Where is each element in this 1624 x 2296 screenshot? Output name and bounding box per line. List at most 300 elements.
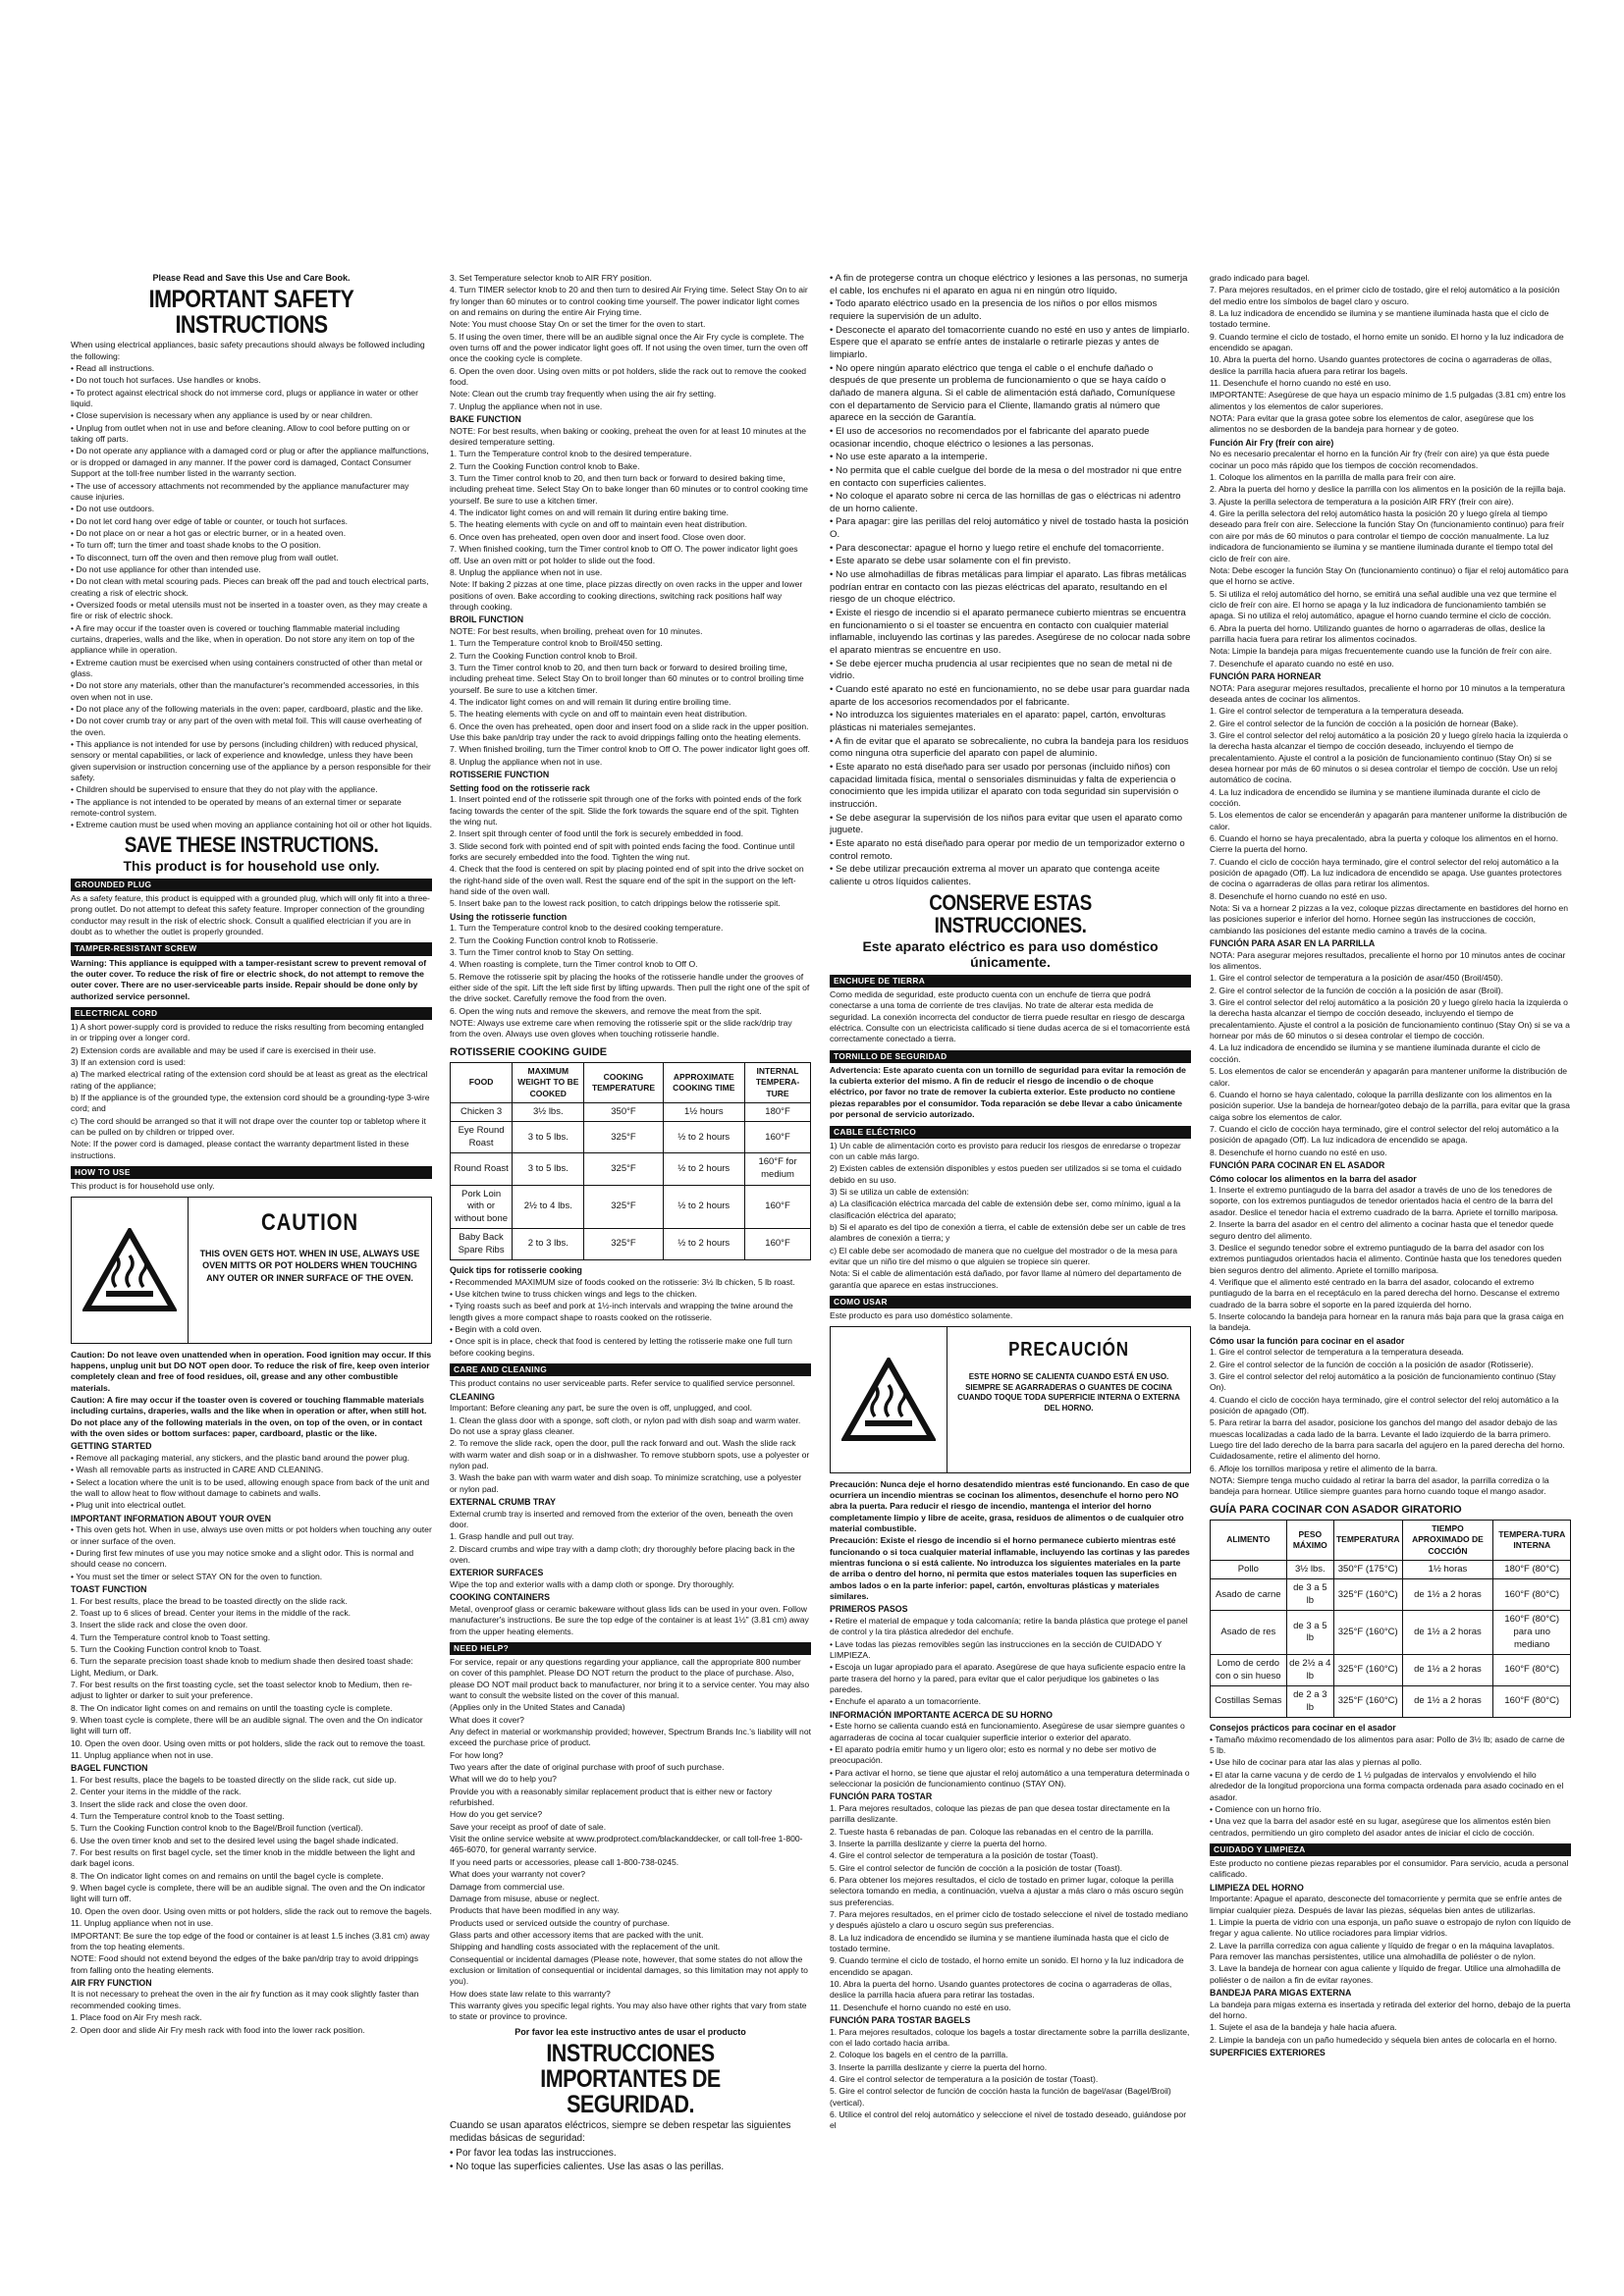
list-item: 2. To remove the slide rack, open the door, pull the rack forward and out. Wash the slide rack with warm water and dish soap or in a dishwasher. To remove stubborn spots, use a polyester or nylon pad. [450,1438,810,1470]
list-item: 6. Utilice el control del reloj automático y seleccione el nivel de tostado deseado, guiándose por el [830,2109,1187,2131]
list-item: 10. Abra la puerta del horno. Usando guantes protectores de cocina o agarraderas de ollas, deslice la parrilla hacia afuera para retirar los bagels. [1210,354,1552,376]
list-item: 7. For best results on first bagel cycle, set the timer knob in the middle between the light and dark bagel icons. [71,1847,415,1869]
table-header-row [1211,1521,1571,1561]
list-item: 2. Toast up to 6 slices of bread. Center your items in the middle of the rack. [71,1607,352,1618]
subheading: FUNCIÓN PARA TOSTAR [830,1791,933,1802]
list-item: • Once spit is in place, check that food is centered by letting the rotisserie make one full turn before cooking begins. [450,1336,811,1359]
table-cell: Lomo de cerdo con o sin hueso [1211,1655,1287,1686]
list-item: 1. Place food on Air Fry mesh rack. [71,2012,202,2023]
list-item: • Select a location where the unit is to be used, allowing enough space from back of the unit and the wall to allow heat to flow without damage to cabinets and walls. [71,1477,432,1500]
section-header: HOW TO USE [71,1166,432,1179]
list-item: 5. Inserte colocando la bandeja para hornear en la ranura más baja para que la grasa caiga en la bandeja. [1210,1310,1564,1333]
list-item: 2. Limpie la bandeja con un paño humedecido y séquela bien antes de colocarla en el horno. [1210,2034,1557,2045]
list-item: 4. Cuando el ciclo de cocción haya terminado, gire el control selector del reloj automático a la posición de apagado (Off). [1210,1394,1559,1415]
list-item: 3) Si se utiliza un cable de extensión: [830,1186,969,1197]
list-item: 1. Turn the Temperature control knob to Broil/450 setting. [450,638,663,649]
paragraph: Precaución: Nunca deje el horno desatendido mientras esté funcionando. En caso de que ocurriera un incendio mientras se cocinan los alimentos, desenchufe el horno pero NO abra la puerta. Para reducir el riesgo de incendio, mantenga el interior del horno completamente limpio y libre de aceite, grasa, residuos de alimentos o de cualquier otro material combustible. [830,1478,1190,1533]
list-item: 3. Gire el control selector del reloj automático a la posición 20 y luego gírelo hacia la izquierda o la derecha hasta alcanzar el tiempo de cocción deseado, incluyendo el tiempo de precalentamiento. Ajuste el control a la posición de funcionamiento continuo (Stay On) si se desea hornear por más de 60 minutos o si desea controlar el tiempo de cocción. Use un reloj automático de cocina. [1210,729,1568,785]
help-list [450,1657,811,2023]
list-item: What does your warranty not cover? [450,1869,586,1880]
list-item: 6. Para obtener los mejores resultados, el ciclo de tostado en primer lugar, coloque la perilla selectora tomando en media, a continuación, vuelva a ajustar a más claro o más oscuro según sus preferencias. [830,1874,1184,1907]
column-1 [71,273,432,2037]
es-pre-header: Por favor lea este instructivo antes de usar el producto [514,2026,746,2037]
list-item: • During first few minutes of use you may notice smoke and a slight odor. This is normal and should cease no concern. [71,1548,432,1571]
list-item: 8. La luz indicadora de encendido se ilumina y se mantiene iluminada hasta que el ciclo de tostado termine. [830,1932,1169,1954]
table-header-row [451,1063,811,1103]
list-item: • Este aparato se debe usar solamente con el fin previsto. [830,556,1191,568]
table-cell: 3 to 5 lbs. [513,1122,584,1153]
column-header: APPROXIMATE COOKING TIME [663,1063,745,1103]
list-item: 2) Extension cords are available and may be used if care is exercised in their use. [71,1044,376,1055]
list-item: • A fin de protegerse contra un choque eléctrico y lesiones a las personas, no sumerja el cable, los enchufes ni el aparato en agua ni en ningún otro líquido. [830,273,1191,297]
list-item: 3. Lave la bandeja de hornear con agua caliente y líquido de fregar. Utilice una almohadilla de poliéster o de nailon a fin de evitar rayones. [1210,1963,1561,1985]
list-item: What will we do to help you? [450,1774,557,1785]
list-item: • Todo aparato eléctrico usado en la presencia de los niños o por ellos mismos requiere la supervisión de un adulto. [830,298,1191,323]
list-item: (Applies only in the United States and Canada) [450,1702,625,1713]
list-item: 1. Sujete el asa de la bandeja y hale hacia afuera. [1210,2022,1397,2033]
list-item: 7. Cuando el ciclo de cocción haya terminado, gire el control selector del reloj automático a la posición de apagado (Off). La luz indicadora de encendido se apaga. Use guantes protectores de cocina o agarraderas de ollas para retirar los alimentos. [1210,856,1562,889]
list-item: 3. Inserte la parrilla deslizante y cierre la puerta del horno. [830,1838,1048,1848]
table-row [1211,1686,1571,1718]
table-cell: Asado de res [1211,1611,1287,1655]
list-item: 5. Los elementos de calor se encenderán y apagarán para mantener uniforme la distribución de calor. [1210,810,1568,831]
list-item: Important: Before cleaning any part, be sure the oven is off, unplugged, and cool. [450,1403,752,1414]
list-item: 1. Clean the glass door with a sponge, soft cloth, or nylon pad with dish soap and warm water. Do not use a spray glass cleaner. [450,1415,801,1436]
list-item: 4. Turn the Temperature control knob to Toast setting. [71,1631,271,1642]
list-item: • The appliance is not intended to be operated by means of an external timer or separate remote-control system. [71,797,432,820]
list-item: 1. Limpie la puerta de vidrio con una esponja, un paño suave o estropajo de nylon con líquido de fregar y agua caliente. No utilice rociadores para limpiar vidrios. [1210,1916,1571,1939]
list-item: Glass parts and other accessory items that are packed with the unit. [450,1929,704,1940]
list-item: • Para activar el horno, se tiene que ajustar el reloj automático a una temperatura determinada o seleccionar la posición de funcionamiento continuo (STAY ON). [830,1768,1191,1790]
list-item: 6. Afloje los tornillos mariposa y retire el alimento de la barra. [1210,1463,1438,1473]
es-safety-list [830,273,1191,889]
list-item: • To disconnect, turn off the oven and then remove plug from wall outlet. [71,553,432,563]
list-item: 3. Gire el control selector del reloj automático a la posición 20 y luego gírelo hacia la izquierda o la derecha hasta alcanzar el tiempo de cocción deseado, incluyendo el tiempo de precalentamiento. Ajuste el control a la posición de funcionamiento continuo (Stay On) si se va a hornear por más de 60 minutos o si desea controlar el tiempo de cocción. [1210,997,1570,1041]
list-item: No es necesario precalentar el horno en la función Air fry (freír con aire) ya que ésta puede cocinar un poco más rápido que los tiempos de cocción recomendados. [1210,449,1549,470]
list-item: NOTE: For best results, when broiling, preheat oven for 10 minutes. [450,625,703,636]
list-item: • This appliance is not intended for use by persons (including children) with reduced physical, sensory or mental capabilities, or lack of experience and knowledge, unless they have been given supervision or instruction concerning use of the appliance by a person responsible for their safety. [71,739,432,783]
list-item: • Se debe utilizar precaución extrema al mover un aparato que contenga aceite caliente u otros líquidos calientes. [830,864,1191,888]
list-item: a) La clasificación eléctrica marcada del cable de extensión debe ser, como mínimo, igual a la clasificación eléctrica del aparato; [830,1199,1181,1220]
list-item: 5. The heating elements with cycle on and off to maintain even heat distribution. [450,519,748,530]
list-item: • No toque las superficies calientes. Use las asas o las perillas. [450,2161,811,2173]
list-item: 4. Verifique que el alimento esté centrado en la barra del asador, colocando el extremo puntiagudo de la barra en el receptáculo en la pared derecha del horno. Descanse el extremo cuadrado de la barra sobre el soporte en la pared izquierda del horno. [1210,1276,1560,1309]
list-item: Products that have been modified in any way. [450,1905,620,1916]
list-item: 6. Open the wing nuts and remove the skewers, and remove the meat from the spit. [450,1005,762,1016]
broil-steps [450,626,811,768]
list-item: • El atar la carne vacuna y de cerdo de 1 ½ pulgadas de intervalos y envolviendo el hilo alrededor de la longitud proporciona una forma compacta ordenada para asado cocinado en el asador. [1210,1770,1571,1803]
list-item: 2. Discard crumbs and wipe tray with a damp cloth; dry thoroughly before placing back in the oven. [450,1543,795,1565]
list-item: 2. Abra la puerta del horno y deslice la parrilla con los alimentos en la posición de la rejilla baja. [1210,484,1566,495]
paragraph: Warning: This appliance is equipped with a tamper-resistant screw to prevent removal of the outer cover. To reduce the risk of fire or electric shock, do not attempt to remove the outer cover. There are no user-serviceable parts inside. Repair should be done only by authorized service personnel. [71,957,427,1001]
list-item: • Use hilo de cocinar para atar las alas y piernas al pollo. [1210,1757,1571,1768]
list-item: Visit the online service website at www.prodprotect.com/blackanddecker, or call toll-free 1-800-465-6070, for general warranty service. [450,1834,803,1855]
list-item: • Begin with a cold oven. [450,1324,811,1335]
list-item: 7. When finished cooking, turn the Timer control knob to Off O. The power indicator light goes off. Use an oven mitt or pot holder to slide out the food. [450,544,798,565]
table-cell: 325°F [584,1153,663,1185]
table-row [1211,1655,1571,1686]
list-item: Nota: Limpie la bandeja para migas frecuentemente cuando use la función de freír con aire. [1210,646,1552,657]
list-item: 4. La luz indicadora de encendido se ilumina y se mantiene iluminada durante el ciclo de cocción. [1210,1042,1541,1064]
list-item: • Este horno se calienta cuando está en funcionamiento. Asegúrese de usar siempre guantes o agarraderas de cocina al tocar cualquier superficie interior o exterior del aparato. [830,1721,1191,1743]
table-cell: 325°F [584,1229,663,1260]
safety-title: IMPORTANT SAFETY INSTRUCTIONS [148,285,354,340]
airfry-steps [71,1989,432,2035]
es-list [450,2147,811,2173]
table-cell: de 2½ a 4 lb [1286,1655,1333,1686]
list-item: 11. Unplug appliance when not in use. [71,1750,214,1761]
list-item: Shipping and handling costs associated with the replacement of the unit. [450,1942,721,1952]
paragraph: Este producto es para uso doméstico solamente. [830,1310,1013,1321]
paragraph: This product contains no user serviceable parts. Refer service to qualified service personnel. [450,1378,795,1389]
list-item: 3. Wash the bake pan with warm water and dish soap. To minimize scratching, use a polyester or nylon pad. [450,1472,802,1494]
list-item: Note: Clean out the crumb tray frequently when using the air fry setting. [450,389,717,400]
list-item: 4. When roasting is complete, turn the Timer control knob to Off O. [450,959,698,970]
list-item: 5. If using the oven timer, there will be an audible signal once the Air Fry cycle is complete. The oven turns off and the power indicator light goes off. If not using the oven timer, turn the oven off once the cooking cycle is complete. [450,331,808,364]
table-cell: 160°F for medium [745,1153,811,1185]
safety-list [71,363,432,831]
list-item: 4. Turn the Temperature control knob to the Toast setting. [71,1811,285,1822]
table-cell: 2 to 3 lbs. [513,1229,584,1260]
caution-title: CAUTION [261,1208,358,1236]
list-item: 3. Ajuste la perilla selectora de temperatura a la posición AIR FRY (freír con aire). [1210,496,1514,507]
subheading: PRIMEROS PASOS [830,1604,908,1615]
table-row [451,1185,811,1229]
subheading: Cómo usar la función para cocinar en el asador [1210,1335,1405,1346]
es-safety-title: INSTRUCCIONES IMPORTANTES DE SEGURIDAD. [540,2039,721,2119]
list-item: 2. Center your items in the middle of the rack. [71,1787,242,1797]
table-cell: 160°F [745,1185,811,1229]
table-cell: 3½ lbs. [513,1102,584,1122]
table-title: GUÍA PARA COCINAR CON ASADOR GIRATORIO [1210,1503,1462,1516]
household-note: This product is for household use only. [123,857,380,874]
table-cell: Pollo [1211,1560,1287,1579]
column-header: PESO MÁXIMO [1286,1521,1333,1561]
list-item: • Do not use appliance for other than intended use. [71,564,432,575]
list-item: 1. Turn the Temperature control knob to the desired temperature. [450,449,692,459]
list-item: b) Si el aparato es del tipo de conexión a tierra, el cable de extensión debe ser un cable de tres alambres de conexión a tierra; y [830,1222,1186,1244]
table-cell: 325°F (160°C) [1333,1611,1402,1655]
list-item: 7. For best results on the first toasting cycle, set the toast selector knob to Medium, then re-adjust to lighter or darker to suit your preference. [71,1680,412,1701]
table-cell: ½ to 2 hours [663,1153,745,1185]
table-cell: 325°F [584,1185,663,1229]
table-row [1211,1611,1571,1655]
paragraph: Como medida de seguridad, este producto cuenta con un enchufe de tierra que podrá conectarse a una toma de corriente de tres clavijas. No trate de alterar esta medida de seguridad. La conexión incorrecta del conductor de tierra puede resultar en riesgo de descarga eléctrica. Consulte con un electricista calificado si tiene dudas acerca de si el tomacorriente está correctamente conectado a tierra. [830,988,1190,1044]
table-row [451,1153,811,1185]
list-item: 5. Turn the Cooking Function control knob to Toast. [71,1643,262,1654]
tips-list [450,1277,811,1359]
list-item: 4. The indicator light comes on and will remain lit during entire broiling time. [450,696,731,707]
list-item: 8. La luz indicadora de encendido se ilumina y se mantiene iluminada hasta que el ciclo de tostado termine. [1210,308,1549,330]
list-item: 9. When bagel cycle is complete, there will be an audible signal. The oven and the On indicator light will turn off. [71,1883,425,1904]
list-item: This warranty gives you specific legal rights. You may also have other rights that vary from state to state or province to province. [450,2000,807,2022]
list-item: 3) If an extension cord is used: [71,1057,187,1068]
list-item: 3. Inserte la parrilla deslizante y cierre la puerta del horno. [830,2061,1048,2072]
list-item: • Tamaño máximo recomendado de los alimentos para asar: Pollo de 3½ lb; asado de carne de 5 lb. [1210,1735,1571,1757]
list-item: 4. The indicator light comes on and will remain lit during entire baking time. [450,507,730,518]
list-item: • Para apagar: gire las perillas del reloj automático y nivel de tostado hasta la posición O. [830,516,1191,541]
list-item: External crumb tray is inserted and removed from the exterior of the oven, beneath the oven door. [450,1508,793,1529]
list-item: 1) A short power-supply cord is provided to reduce the risks resulting from becoming entangled in or tripping over a longer cord. [71,1022,424,1043]
list-item: 3. Deslice el segundo tenedor sobre el extremo puntiagudo de la barra del asador con los extremos puntiagudos orientados hacia el alimento. Continúe hasta que los tenedores queden bien seguros dentro del alimento. Apriete el tornillo mariposa. [1210,1242,1562,1275]
precaucion-text: ESTE HORNO SE CALIENTA CUANDO ESTÁ EN USO. SIEMPRE SE AGARRADERAS O GUANTES DE COCINA CUANDO TOQUE TODA SUPERFICIE INTERNA O EXTERNA DEL HORNO. [957,1371,1180,1414]
list-item: • Oversized foods or metal utensils must not be inserted in a toaster oven, as they may create a fire or risk of electric shock. [71,600,432,622]
list-item: • Recommended MAXIMUM size of foods cooked on the rotisserie: 3½ lb chicken, 5 lb roast. [450,1277,811,1288]
list-item: 7. Cuando el ciclo de cocción haya terminado, gire el control selector del reloj automático a la posición de apagado (Off). La luz indicadora de encendido se apaga. [1210,1123,1559,1146]
table-cell: 160°F [745,1229,811,1260]
list-item: 2. Turn the Cooking Function control knob to Bake. [450,460,640,471]
table-cell: Chicken 3 [451,1102,513,1122]
list-item: 6. Once the oven has preheated, open door and insert food on a slide rack in the upper position. Use this bake pan/drip tray under the rack to avoid drippings falling onto the heating elements. [450,721,809,742]
section-header: GROUNDED PLUG [71,879,432,891]
list-item: 2. Coloque los bagels en el centro de la parrilla. [830,2050,1008,2060]
list-item: NOTA: Siempre tenga mucho cuidado al retirar la barra del asador, la parrilla corrediza o la bandeja para hornear. Utilice siempre guantes para horno cuando toque el mango asador. [1210,1475,1549,1497]
list-item: • Do not touch hot surfaces. Use handles or knobs. [71,375,432,386]
list-item: How do you get service? [450,1809,543,1820]
list-item: • Unplug from outlet when not in use and before cleaning. Allow to cool before putting on or taking off parts. [71,423,432,446]
list-item: 7. Desenchufe el aparato cuando no esté en uso. [1210,658,1394,668]
airfry-es-steps [1210,449,1571,669]
list-item: • No opere ningún aparato eléctrico que tenga el cable o el enchufe dañado o después de que presente un problema de funcionamiento o que se haya caído o dañado de manera alguna. Si el cable de alimentación está dañado, Comuníquese con el departamento de Servicio para el Cliente, llamando gratis al número que aparece en la sección de Garantía. [830,363,1191,425]
list-item: • Close supervision is necessary when any appliance is used by or near children. [71,410,432,421]
subheading: FUNCIÓN PARA COCINAR EN EL ASADOR [1210,1159,1385,1170]
list-item: 4. Gire el control selector de temperatura a la posición de tostar (Toast). [830,1850,1099,1861]
paragraph: Metal, ovenproof glass or ceramic bakeware without glass lids can be used in your oven. Follow manufacturer's instructions. Be sure the top edge of the container is at least 1½" (3.81 cm) away from the upper heating elements. [450,1603,809,1636]
subheading: AIR FRY FUNCTION [71,1977,152,1988]
list-item: 6. Abra la puerta del horno. Utilizando guantes de horno o agarraderas de ollas, deslice la parrilla hacia fuera para retirar los alimentos cocinados. [1210,622,1545,644]
subheading: COOKING CONTAINERS [450,1592,550,1603]
table-cell: 1½ hours [663,1102,745,1122]
list-item: 4. Turn TIMER selector knob to 20 and then turn to desired Air Frying time. Select Stay On to air fry longer than 60 minutes or to control cooking time yourself. The power indicator light comes on and remains on during the entire Air Frying time. [450,285,808,318]
table-cell: 160°F (80°C) [1493,1686,1571,1718]
list-item: For service, repair or any questions regarding your appliance, call the appropriate 800 number on cover of this pamphlet. Please DO NOT return the product to the place of purchase. Also, please DO NOT mail product back to manufacturer, nor bring it to a service center. You may also want to consult the website listed on the cover of this manual. [450,1656,810,1701]
list-item: 3. Insert the slide rack and close the oven door. [71,1798,248,1809]
paragraph: As a safety feature, this product is equipped with a grounded plug, which will only fit into a three-prong outlet. Do not attempt to defeat this safety feature. Improper connection of the grounding conductor may result in the risk of electric shock. Consult a qualified electrician if you are in doubt as to whether the outlet is properly grounded. [71,893,430,937]
list-item: • Read all instructions. [71,363,432,374]
list-item: • No introduzca los siguientes materiales en el aparato: papel, cartón, envolturas plásticas ni materiales semejantes. [830,710,1191,734]
list-item: 9. Cuando termine el ciclo de tostado, el horno emite un sonido. El horno y la luz indicadora de encendido se apagan. [830,1955,1184,1977]
list-item: 2. Turn the Cooking Function control knob to Broil. [450,650,638,661]
list-item: Consequential or incidental damages (Please note, however, that some states do not allow the exclusion or limitation of consequential or incidental damages, so this limitation may not apply to you). [450,1953,808,1987]
subheading: GETTING STARTED [71,1441,152,1452]
list-item: • A fire may occur if the toaster oven is covered or touching flammable material including curtains, draperies, walls and the like, when in operation. Do not store any item on top of the appliance while in operation. [71,623,432,657]
paragraph: Wipe the top and exterior walls with a damp cloth or sponge. Dry thoroughly. [450,1578,734,1589]
subheading: CLEANING [450,1391,495,1402]
airfry-cont-steps [450,273,811,412]
es-intro: Cuando se usan aparatos eléctricos, siempre se deben respetar las siguientes medidas básicas de seguridad: [450,2120,791,2145]
subheading: Quick tips for rotisserie cooking [450,1265,582,1276]
list-item: • Comience con un horno frío. [1210,1804,1571,1815]
list-item: 2. Gire el control selector de la función de cocción a la posición de asador (Rotisserie). [1210,1359,1534,1369]
hot-surface-warning-icon [72,1198,189,1343]
list-item: • Do not let cord hang over edge of table or counter, or touch hot surfaces. [71,516,432,527]
list-item: 8. The On indicator light comes on and remains on until the bagel cycle is complete. [71,1870,384,1881]
table-cell: de 1½ a 2 horas [1402,1611,1493,1655]
list-item: 1. Coloque los alimentos en la parrilla de malla para freír con aire. [1210,472,1456,483]
list-item: 8. Desenchufe el horno cuando no esté en uso. [1210,890,1387,901]
list-item: 5. Turn the Cooking Function control knob to the Bagel/Broil function (vertical). [71,1823,363,1834]
table-cell: 3 to 5 lbs. [513,1153,584,1185]
list-item: 1. For best results, place the bagels to be toasted directly on the slide rack, cut side up. [71,1775,397,1786]
list-item: c) El cable debe ser acomodado de manera que no cuelgue del mostrador o de la mesa para evitar que un niño tire del mismo o que alguien se tropiece sin querer. [830,1245,1177,1267]
list-item: 3. Insert the slide rack and close the oven door. [71,1620,248,1630]
table-cell: 160°F [745,1122,811,1153]
list-item: • Remove all packaging material, any stickers, and the plastic band around the power plug. [71,1453,432,1464]
table-cell: de 1½ a 2 horas [1402,1655,1493,1686]
precaucion-box [830,1326,1191,1473]
list-item: If you need parts or accessories, please call 1-800-738-0245. [450,1856,679,1867]
column-3 [830,273,1191,2133]
section-header: TAMPER-RESISTANT SCREW [71,942,432,955]
table-row [1211,1560,1571,1579]
subheading: Cómo colocar los alimentos en la barra del asador [1210,1173,1417,1184]
paragraph: Este producto no contiene piezas reparables por el consumidor. Para servicio, acuda a personal calificado. [1210,1857,1569,1880]
asador-table [1210,1520,1571,1718]
table-row [451,1122,811,1153]
list-item: • Do not store any materials, other than the manufacturer's recommended accessories, in this oven when not in use. [71,680,432,703]
list-item: 1) Un cable de alimentación corto es provisto para reducir los riesgos de enredarse o tropezar con un cable más largo. [830,1140,1181,1161]
list-item: 5. The heating elements with cycle on and off to maintain even heat distribution. [450,709,748,720]
subheading: Setting food on the rotisserie rack [450,782,590,793]
bagels-cont-steps [1210,273,1571,436]
list-item: 4. La luz indicadora de encendido se ilumina y se mantiene iluminada durante el ciclo de cocción. [1210,786,1541,808]
list-item: 8. Unplug the appliance when not in use. [450,756,603,767]
list-item: 8. Unplug the appliance when not in use. [450,566,603,577]
subheading: Using the rotisserie function [450,911,568,922]
list-item: 7. Para mejores resultados, en el primer ciclo de tostado, gire el reloj automático a la posición del medio entre los símbolos de bagel claro y oscuro. [1210,285,1560,306]
hornear-steps [1210,683,1571,937]
list-item: 1. Grasp handle and pull out tray. [450,1531,574,1542]
table-cell: Baby Back Spare Ribs [451,1229,513,1260]
list-item: 1. Gire el control selector de temperatura a la posición de asar/450 (Broil/450). [1210,973,1503,984]
column-header: TEMPERATURA [1333,1521,1402,1561]
subheading: BANDEJA PARA MIGAS EXTERNA [1210,1988,1352,1999]
subheading: EXTERIOR SURFACES [450,1568,544,1578]
column-header: ALIMENTO [1211,1521,1287,1561]
list-item: 1. Para mejores resultados, coloque los bagels a tostar directamente sobre la parrilla deslizante, con el lado cortado hacia arriba. [830,2026,1190,2049]
list-item: 3. Turn the Timer control knob to 20, and then turn back or forward to desired broiling time, including preheat time. Select Stay On to broil longer than 60 minutes or to control broiling time yourself. Be sure to use a kitchen timer. [450,662,804,695]
paragraph: Caution: Do not leave oven unattended when in operation. Food ignition may occur. If this happens, unplug unit but DO NOT open door. To reduce the risk of fire, keep oven interior completely clean and free of food residues, oil, grease and any other combustible materials. [71,1349,432,1393]
list-item: What does it cover? [450,1714,524,1725]
caution-box [71,1197,432,1344]
list-item: 5. Remove the rotisserie spit by placing the hooks of the rotisserie handle under the grooves of either side of the spit. Lift the left side first by lifting upwards. Then pull the right one of the spit of the drive socket. Carefully remove the food from the oven. [450,971,810,1004]
list-item: For how long? [450,1749,504,1760]
table-cell: Eye Round Roast [451,1122,513,1153]
column-header: MAXIMUM WEIGHT TO BE COOKED [513,1063,584,1103]
list-item: 2. Gire el control selector de la función de cocción a la posición de asar (Broil). [1210,985,1504,995]
list-item: Nota: Si el cable de alimentación está dañado, por favor llame al número del departamento de garantía que aparece en estas instrucciones. [830,1268,1182,1290]
table-cell: ½ to 2 hours [663,1185,745,1229]
list-item: • No use este aparato a la intemperie. [830,452,1191,464]
list-item: 2. Turn the Cooking Function control knob to Rotisserie. [450,934,659,945]
list-item: • Se debe ejercer mucha prudencia al usar recipientes que no sean de metal ni de vidrio. [830,659,1191,683]
table-cell: 3½ lbs. [1286,1560,1333,1579]
table-cell: 325°F (160°C) [1333,1686,1402,1718]
list-item: 4. Gire el control selector de temperatura a la posición de tostar (Toast). [830,2074,1099,2085]
list-item: NOTE: For best results, when baking or cooking, preheat the oven for at least 10 minutes at the desired temperature setting. [450,425,807,448]
list-item: 8. Desenchufe el horno cuando no esté en uso. [1210,1147,1387,1157]
table-row [451,1102,811,1122]
caution-text: THIS OVEN GETS HOT. WHEN IN USE, ALWAYS USE OVEN MITTS OR POT HOLDERS WHEN TOUCHING ANY OUTER OR INNER SURFACE OF THE OVEN. [199,1249,420,1283]
list-item: Importante: Apague el aparato, desconecte del tomacorriente y permita que se enfríe antes de limpiar cualquier pieza. Después de lavar las piezas, séquelas bien antes de utilizarlas. [1210,1894,1562,1915]
list-item: b) If the appliance is of the grounded type, the extension cord should be a grounding-type 3-wire cord; and [71,1093,430,1114]
rotisserie-use-steps [450,923,811,1040]
subheading: EXTERNAL CRUMB TRAY [450,1496,557,1507]
list-item: • To protect against electrical shock do not immerse cord, plugs or appliance in water or other liquid. [71,388,432,410]
column-header: COOKING TEMPERATURE [584,1063,663,1103]
list-item: 6. Cuando el horno se haya precalentado, abra la puerta y coloque los alimentos en el horno. Cierre la puerta del horno. [1210,833,1558,855]
asador-steps [1210,1185,1571,1333]
list-item: • Escoja un lugar apropiado para el aparato. Asegúrese de que haya suficiente espacio entre la parte trasera del horno y la pared, para evitar que el calor perjudique los gabinetes o las paredes. [830,1662,1191,1695]
table-cell: ½ to 2 hours [663,1229,745,1260]
table-cell: ½ to 2 hours [663,1122,745,1153]
list-item: • Extreme caution must be used when moving an appliance containing hot oil or other hot liquids. [71,820,432,830]
list-item: 7. Para mejores resultados, en el primer ciclo de tostado seleccione el nivel de tostado mediano y después ajústelo a claro u oscuro según sus preferencias. [830,1909,1188,1931]
list-item: 2. Lave la parrilla corrediza con agua caliente y líquido de fregar o en la máquina lavaplatos. Para remover las manchas persistentes, utilice una almohadilla de poliéster o de nylon. [1210,1940,1555,1961]
section-header: COMO USAR [830,1296,1191,1308]
table-cell: de 3 a 5 lb [1286,1611,1333,1655]
list-item: • No permita que el cable cuelgue del borde de la mesa o del mostrador ni que entre en contacto con superficies calientes. [830,465,1191,490]
list-item: 1. Para mejores resultados, coloque las piezas de pan que desea tostar directamente en la parrilla deslizante. [830,1802,1170,1825]
list-item: 9. Cuando termine el ciclo de tostado, el horno emite un sonido. El horno y la luz indicadora de encendido se apagan. [1210,331,1564,353]
subheading: Función Air Fry (freír con aire) [1210,437,1334,448]
info-list [830,1721,1191,1789]
list-item: 10. Open the oven door. Using oven mitts or pot holders, slide the rack out to remove the bagels. [71,1905,432,1916]
section-header: CABLE ELÉCTRICO [830,1126,1191,1139]
list-item: • To turn off; turn the timer and toast shade knobs to the O position. [71,540,432,551]
paragraph: This product is for household use only. [71,1181,215,1192]
asar-steps [1210,950,1571,1158]
table-cell: de 3 a 5 lb [1286,1579,1333,1611]
list-item: 3. Turn the Timer control knob to Stay On setting. [450,946,634,957]
list-item: • Se debe asegurar la supervisión de los niños para evitar que usen el aparato como juguete. [830,813,1191,837]
list-item: Any defect in material or workmanship provided; however, Spectrum Brands Inc.'s liability will not exceed the purchase price of product. [450,1727,811,1748]
list-item: • Para desconectar: apague el horno y luego retire el enchufe del tomacorriente. [830,543,1191,556]
list-item: Nota: Si va a hornear 2 pizzas a la vez, coloque pizzas directamente en bastidores del horno en las posiciones superior e inferior del horno. Hornee según las instrucciones de cocción, cambiando las posiciones del estante medio camino a través de la cocina. [1210,903,1568,935]
cable-list [830,1141,1191,1291]
table-cell: 2½ to 4 lbs. [513,1185,584,1229]
crumb-steps [450,1509,811,1567]
list-item: 11. Desenchufe el horno cuando no esté en uso. [1210,378,1391,389]
list-item: 3. Set Temperature selector knob to AIR FRY position. [450,273,652,283]
consejos-list [1210,1735,1571,1839]
table-cell: Costillas Semas [1211,1686,1287,1718]
pre-header: Please Read and Save this Use and Care Book. [152,273,351,283]
list-item: NOTA: Para asegurar mejores resultados, precaliente el horno por 10 minutos antes de cocinar los alimentos. [1210,949,1566,972]
subheading: LIMPIEZA DEL HORNO [1210,1882,1304,1893]
list-item: Products used or serviced outside the country of purchase. [450,1917,671,1928]
list-item: • Tying roasts such as beef and pork at 1½-inch intervals and wrapping the twine around the length gives a more compact shape to roasts cooked on the rotisserie. [450,1301,811,1323]
list-item: • Enchufe el aparato a un tomacorriente. [830,1696,1191,1707]
list-item: IMPORTANT: Be sure the top edge of the food or container is at least 1.5 inches (3.81 cm) away from the top heating elements. [71,1930,430,1951]
list-item: 3. Slide second fork with pointed end of spit with pointed ends facing the food. Continue until forks are securely embedded into the food. Tighten the wing nut. [450,840,795,862]
list-item: Two years after the date of original purchase with proof of such purchase. [450,1762,725,1773]
list-item: • Extreme caution must be exercised when using containers constructed of other than metal or glass. [71,658,432,680]
list-item: 3. Turn the Timer control knob to 20, and then turn back or forward to desired baking time, including preheat time. Select Stay On to bake longer than 60 minutes or to control cooking time yourself. Be sure to use a kitchen timer. [450,473,808,506]
list-item: • Desconecte el aparato del tomacorriente cuando no esté en uso y antes de limpiarlo. Espere que el aparato se enfríe antes de instalarle o retirarle piezas y antes de limpiarlo. [830,325,1191,362]
table-cell: 325°F (160°C) [1333,1579,1402,1611]
section-header: TORNILLO DE SEGURIDAD [830,1050,1191,1063]
column-header: INTERNAL TEMPERA-TURE [745,1063,811,1103]
rotisserie-table [450,1062,811,1260]
cord-list [71,1022,432,1161]
list-item: 1. Turn the Temperature control knob to the desired cooking temperature. [450,923,724,934]
list-item: • A fin de evitar que el aparato se sobrecaliente, no cubra la bandeja para los residuos como ninguna otra superficie del aparato con papel de aluminio. [830,736,1191,761]
cleaning-steps [450,1403,811,1495]
list-item: • Do not clean with metal scouring pads. Pieces can break off the pad and touch electrical parts, creating a risk of electric shock. [71,576,432,599]
list-item: • Do not cover crumb tray or any part of the oven with metal foil. This will cause overheating of the oven. [71,716,432,738]
subheading: Consejos prácticos para cocinar en el asador [1210,1723,1396,1734]
